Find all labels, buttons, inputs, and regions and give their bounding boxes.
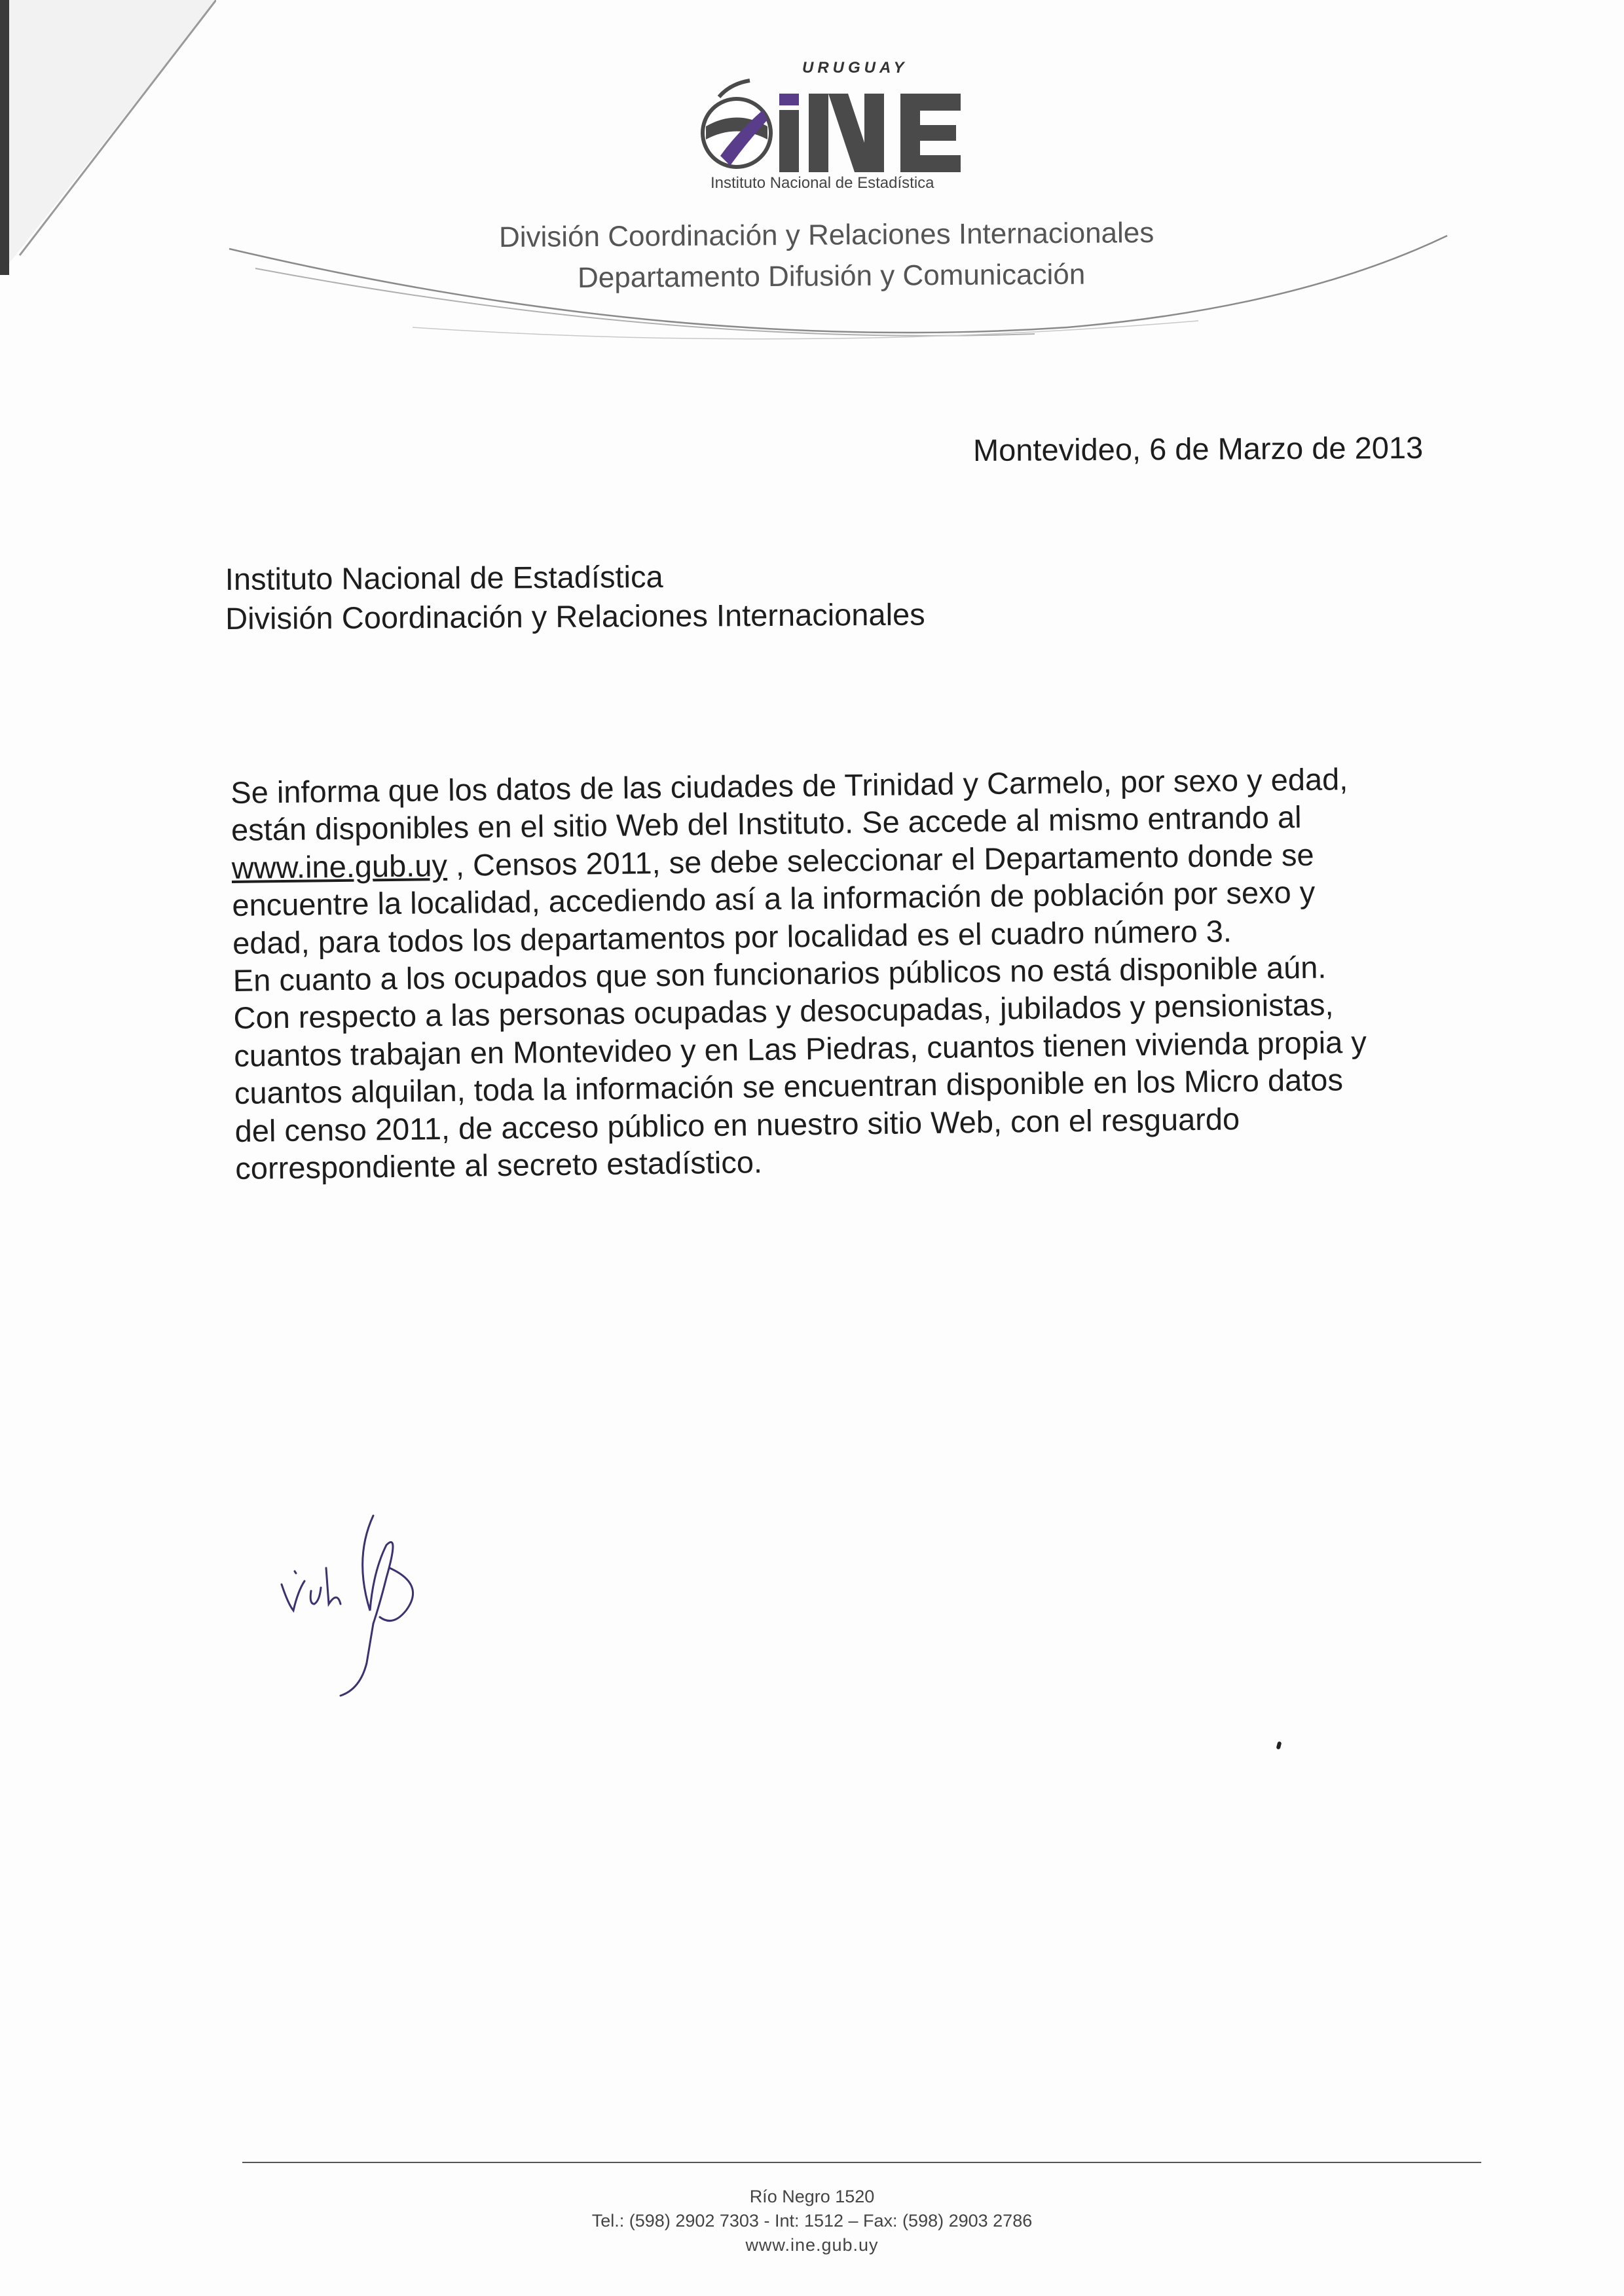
letter-body — [231, 759, 1454, 1187]
stray-ink-mark — [1276, 1741, 1282, 1749]
header-department: Departamento Difusión y Comunicación — [577, 258, 1086, 294]
ine-logo — [688, 59, 989, 196]
ine-logo-mark — [701, 71, 982, 175]
body-line: correspondiente al secreto estadístico. — [235, 1144, 763, 1186]
body-line: Se informa que los datos de las ciudades de Trinidad y Carmelo, por sexo y edad, — [231, 761, 1348, 810]
letter-date: Montevideo, 6 de Marzo de 2013 — [972, 429, 1424, 467]
footer-phones: Tel.: (598) 2902 7303 - Int: 1512 – Fax: (598) 2903 2786 — [591, 2211, 1033, 2231]
body-line: están disponibles en el sitio Web del Instituto. Se accede al mismo entrando al — [231, 799, 1302, 848]
website-link[interactable]: www.ine.gub.uy — [231, 847, 448, 885]
footer-web: www.ine.gub.uy — [745, 2235, 879, 2255]
body-line: del censo 2011, de acceso público en nuestro sitio Web, con el resguardo — [234, 1101, 1240, 1148]
logo-country-text: URUGUAY — [802, 59, 908, 77]
addressee-line: División Coordinación y Relaciones Internacionales — [225, 596, 925, 636]
addressee-block — [225, 555, 925, 638]
body-line-text: , Censos 2011, se debe seleccionar el Departamento donde se — [447, 837, 1314, 883]
footer-address: Río Negro 1520 — [749, 2187, 875, 2206]
logo-institute-name: Instituto Nacional de Estadística — [710, 174, 934, 192]
footer-rule — [242, 2162, 1481, 2163]
body-line: cuantos trabajan en Montevideo y en Las Piedras, cuantos tienen vivienda propia y — [233, 1024, 1367, 1073]
body-line: encuentre la localidad, accediendo así a la información de población por sexo y — [232, 875, 1316, 923]
body-line: Con respecto a las personas ocupadas y desocupadas, jubilados y pensionistas, — [233, 987, 1334, 1036]
header-division: División Coordinación y Relaciones Internacionales — [498, 217, 1154, 253]
scan-edge-shadow — [0, 0, 216, 275]
body-line: cuantos alquilan, toda la información se encuentran disponible en los Micro datos — [234, 1062, 1344, 1111]
body-line: edad, para todos los departamentos por localidad es el cuadro número 3. — [232, 913, 1232, 960]
addressee-line: Instituto Nacional de Estadística — [225, 558, 663, 597]
handwritten-signature — [275, 1506, 485, 1709]
body-line: En cuanto a los ocupados que son funcionarios públicos no está disponible aún. — [232, 949, 1327, 998]
